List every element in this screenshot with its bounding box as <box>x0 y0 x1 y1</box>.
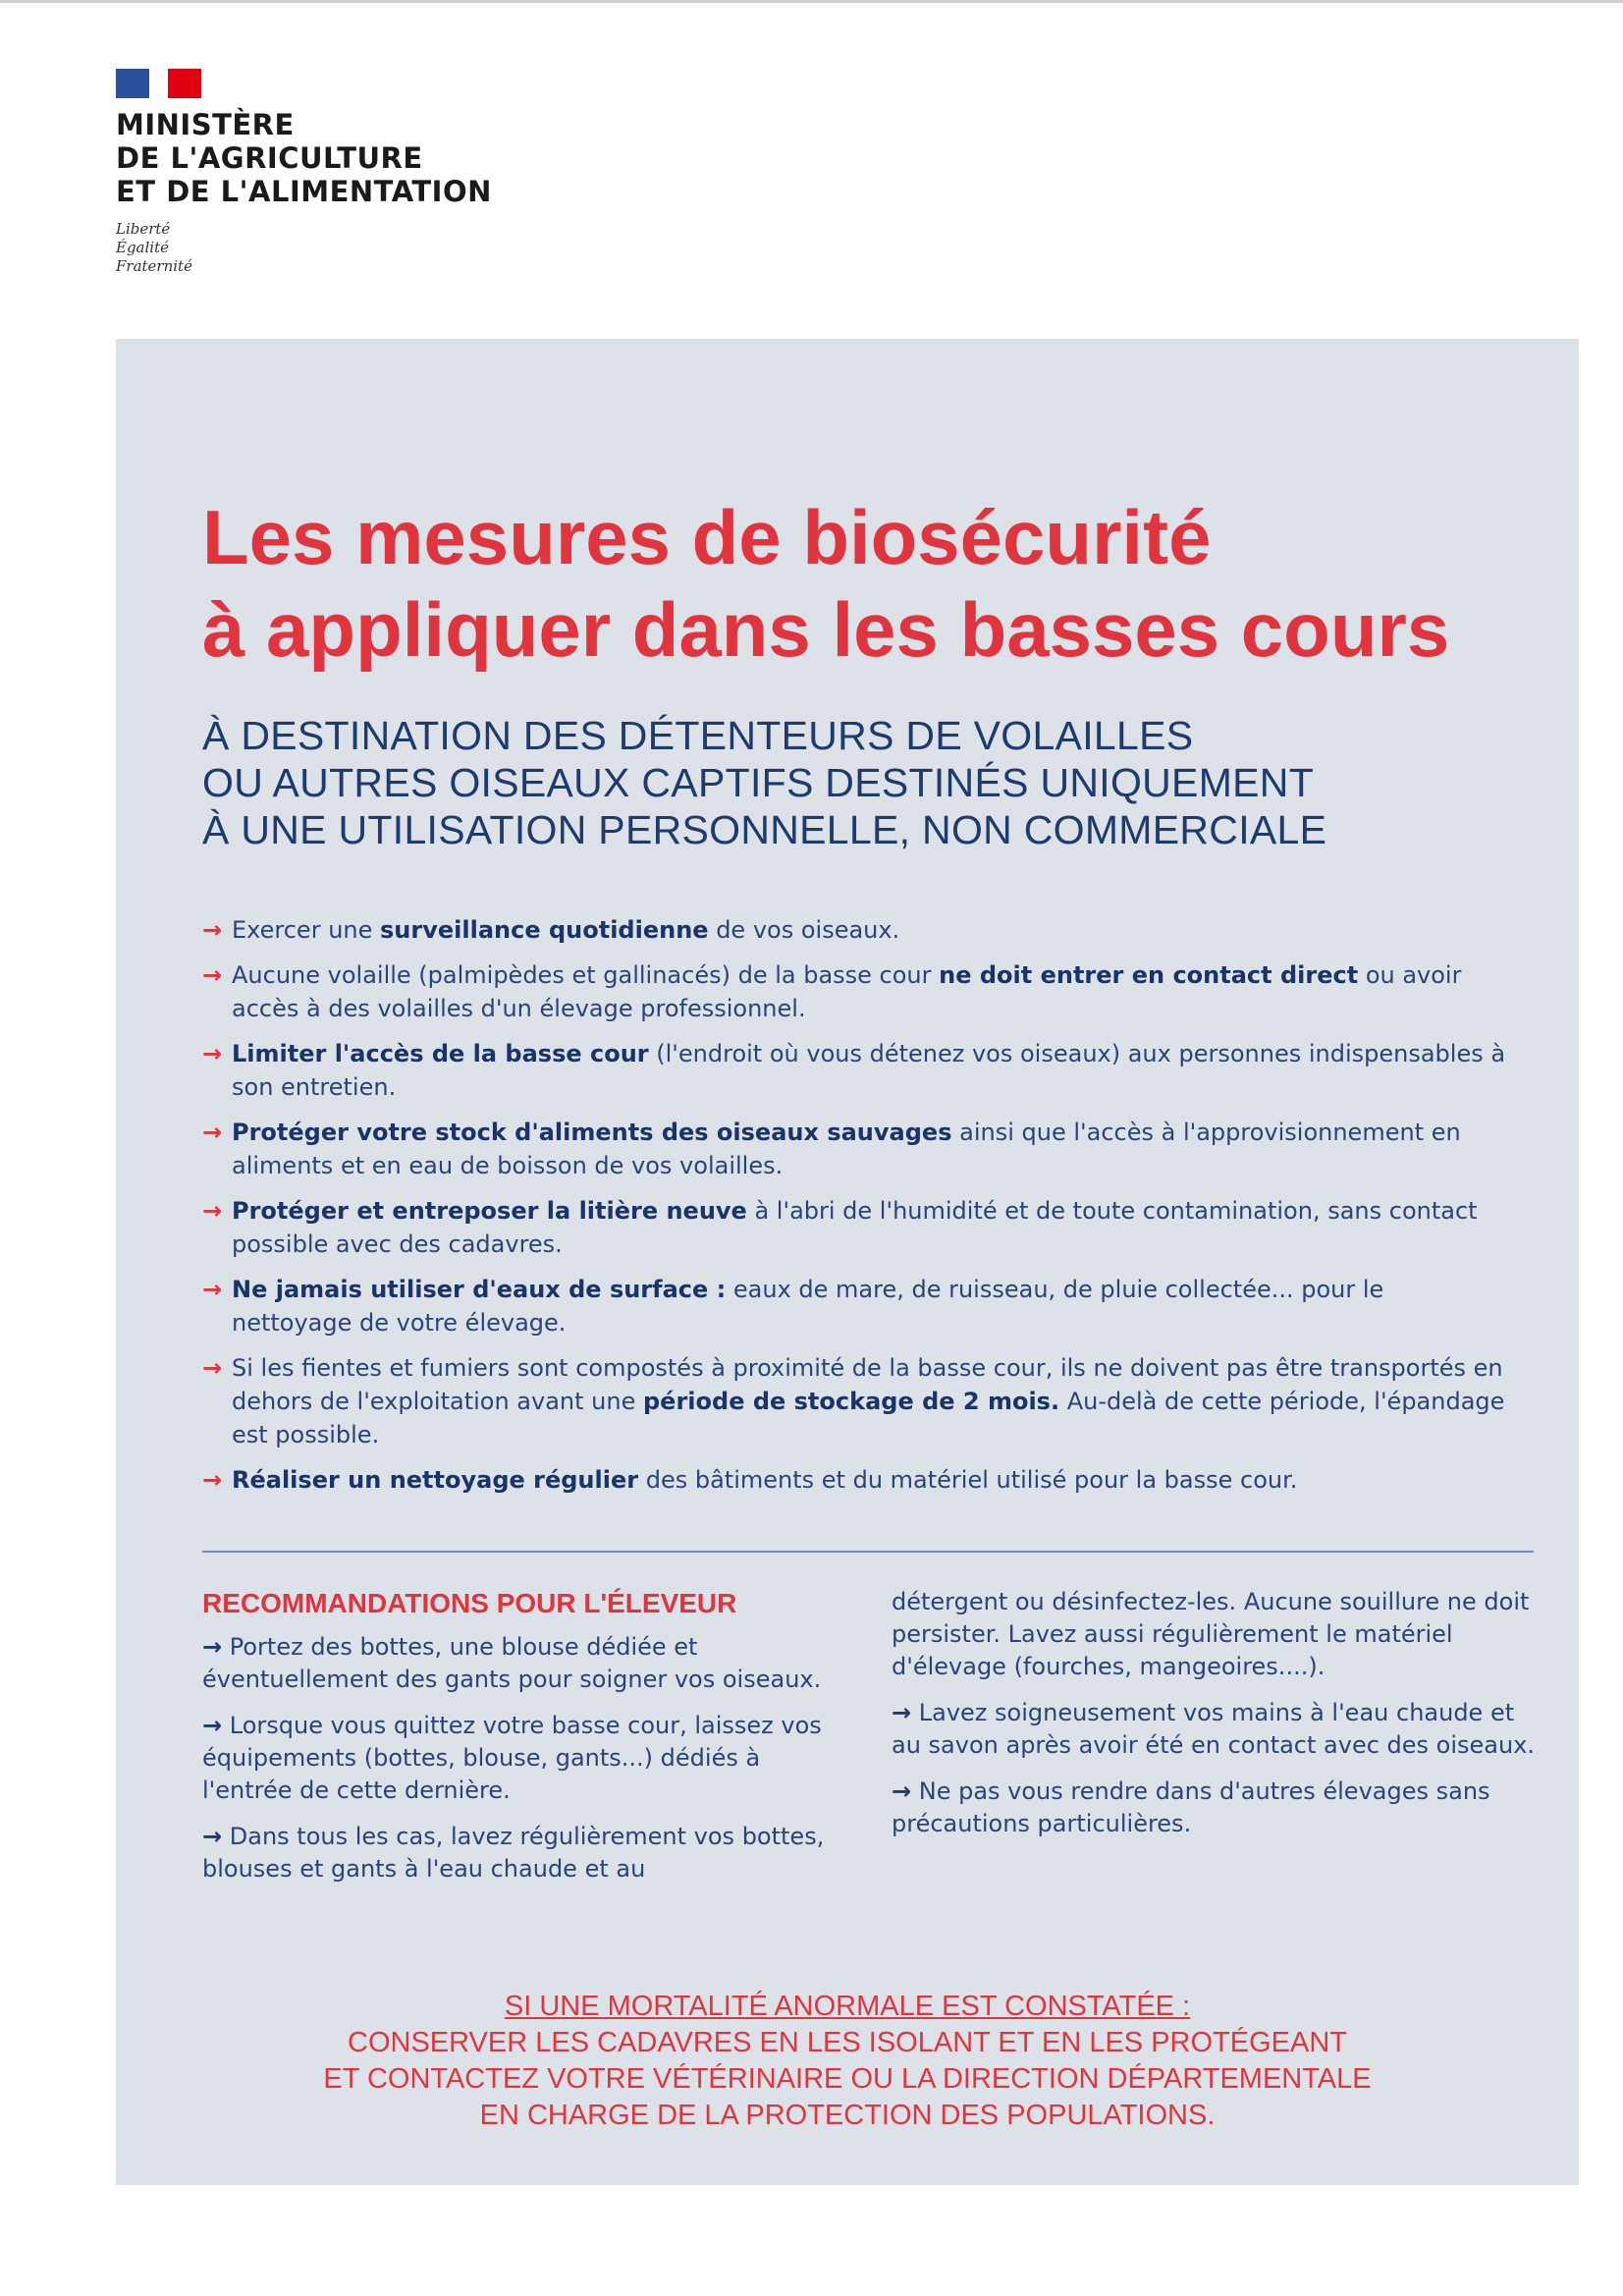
alert-line-3: ET CONTACTEZ VOTRE VÉTÉRINAIRE OU LA DIRECTION DÉPARTEMENTALE <box>323 2063 1372 2095</box>
ministry-logo-block <box>116 69 492 276</box>
arrow-right-icon: → <box>202 1633 223 1661</box>
arrow-right-icon: → <box>202 1040 223 1067</box>
recommendations-column-left <box>202 1586 850 1899</box>
list-item: → Protéger et entreposer la litière neuve à l'abri de l'humidité et de toute contamination, sans contact possible avec des cadavres. <box>202 1194 1508 1261</box>
arrow-right-icon: → <box>892 1699 912 1726</box>
arrow-right-icon: → <box>202 1712 223 1739</box>
title-line-1: Les mesures de biosécurité <box>202 494 1212 580</box>
arrow-right-icon: → <box>202 1119 223 1146</box>
list-item: → Limiter l'accès de la basse cour (l'endroit où vous détenez vos oiseaux) aux personnes indispensables à son entretien. <box>202 1037 1508 1104</box>
alert-line-4: EN CHARGE DE LA PROTECTION DES POPULATIONS. <box>479 2100 1216 2131</box>
arrow-right-icon: → <box>202 1197 223 1225</box>
measures-list <box>202 913 1508 1508</box>
arrow-right-icon: → <box>202 961 223 989</box>
ministry-name <box>116 108 492 208</box>
list-item: → Si les fientes et fumiers sont compostés à proximité de la basse cour, ils ne doivent pas être transportés en dehors de l'exploitation avant une période de stockage de 2 mois. Au-delà de cette période, l'épandage est possible. <box>202 1351 1508 1451</box>
recommendation-item: → Ne pas vous rendre dans d'autres élevages sans précautions particulières. <box>892 1777 1490 1837</box>
page-title <box>202 491 1557 676</box>
subtitle-line-1: À DESTINATION DES DÉTENTEURS DE VOLAILLES <box>202 713 1194 758</box>
motto-fraternite: Fraternité <box>116 257 192 275</box>
arrow-right-icon: → <box>202 1276 223 1303</box>
ministry-line-3: ET DE L'ALIMENTATION <box>116 175 492 208</box>
recommendation-item: → Lorsque vous quittez votre basse cour, laissez vos équipements (bottes, blouse, gants...) dédiés à l'entrée de cette dernière. <box>202 1712 822 1804</box>
arrow-right-icon: → <box>202 916 223 944</box>
list-item: → Protéger votre stock d'aliments des oiseaux sauvages ainsi que l'accès à l'approvisionnement en aliments et en eau de boisson de vos volailles. <box>202 1116 1508 1182</box>
alert-line-2: CONSERVER LES CADAVRES EN LES ISOLANT ET EN LES PROTÉGEANT <box>348 2027 1347 2058</box>
list-item: → Réaliser un nettoyage régulier des bâtiments et du matériel utilisé pour la basse cour. <box>202 1463 1508 1497</box>
arrow-right-icon: → <box>202 1466 223 1494</box>
arrow-right-icon: → <box>202 1354 223 1382</box>
motto-liberte: Liberté <box>116 220 171 238</box>
recommendations-title: RECOMMANDATIONS POUR L'ÉLEVEUR <box>202 1588 737 1618</box>
motto-egalite: Égalité <box>116 239 169 256</box>
subtitle-line-2: OU AUTRES OISEAUX CAPTIFS DESTINÉS UNIQUEMENT <box>202 760 1315 805</box>
audience-subtitle <box>202 712 1557 853</box>
ministry-line-1: MINISTÈRE <box>116 108 295 141</box>
alert-heading: SI UNE MORTALITÉ ANORMALE EST CONSTATÉE : <box>504 1991 1191 2022</box>
list-item: → Aucune volaille (palmipèdes et gallinacés) de la basse cour ne doit entrer en contact direct ou avoir accès à des volailles d'un élevage professionnel. <box>202 958 1508 1025</box>
content-panel <box>116 339 1579 2185</box>
republic-motto <box>116 220 492 276</box>
arrow-right-icon: → <box>892 1777 912 1805</box>
marianne-flag-icon <box>116 69 201 98</box>
list-item: → Exercer une surveillance quotidienne de vos oiseaux. <box>202 913 1508 947</box>
recommendation-item: → Dans tous les cas, lavez régulièrement vos bottes, blouses et gants à l'eau chaude et au <box>202 1823 825 1883</box>
recommendations-column-right <box>892 1586 1540 1854</box>
list-item: → Ne jamais utiliser d'eaux de surface : eaux de mare, de ruisseau, de pluie collectée... pour le nettoyage de votre élevage. <box>202 1273 1508 1339</box>
recommendation-item-continued: détergent ou désinfectez-les. Aucune souillure ne doit persister. Lavez aussi régulièrement le matériel d'élevage (fourches, mangeoires....). <box>892 1588 1530 1680</box>
arrow-right-icon: → <box>202 1823 223 1850</box>
ministry-line-2: DE L'AGRICULTURE <box>116 141 423 175</box>
title-line-2: à appliquer dans les basses cours <box>202 586 1450 673</box>
section-divider <box>202 1551 1534 1553</box>
recommendation-item: → Portez des bottes, une blouse dédiée et éventuellement des gants pour soigner vos oiseaux. <box>202 1633 822 1693</box>
subtitle-line-3: À UNE UTILISATION PERSONNELLE, NON COMMERCIALE <box>202 807 1327 852</box>
mortality-alert <box>116 1989 1579 2134</box>
page-top-border <box>0 0 1623 3</box>
recommendation-item: → Lavez soigneusement vos mains à l'eau chaude et au savon après avoir été en contact avec des oiseaux. <box>892 1699 1536 1759</box>
